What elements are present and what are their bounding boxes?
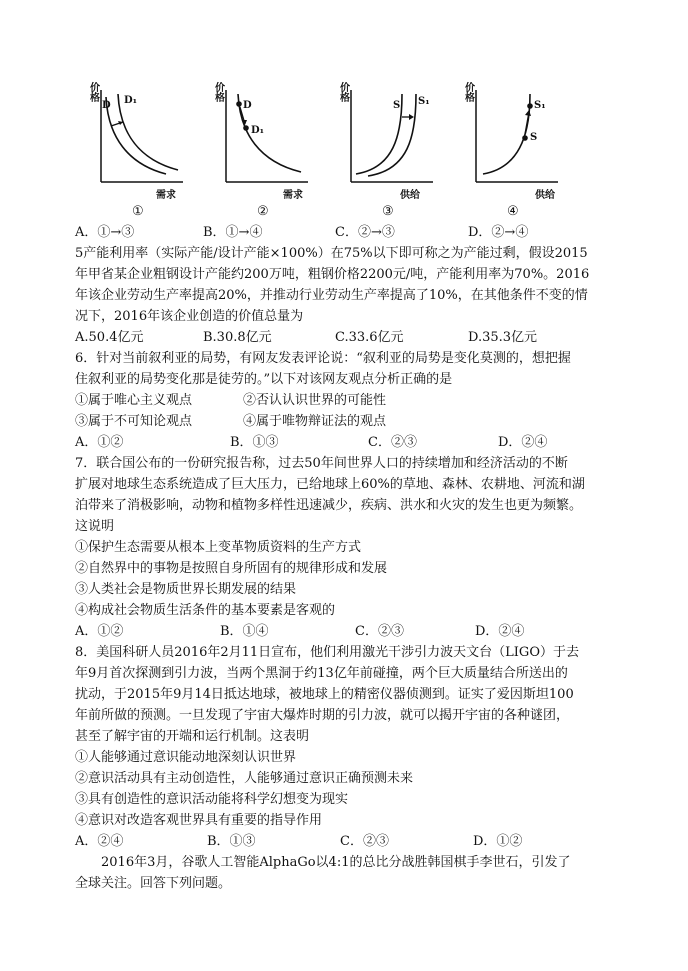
chart-2	[213, 82, 313, 222]
move-arrow-icon	[525, 110, 531, 116]
q6-line: 6．针对当前叙利亚的局势，有网友发表评论说：“叙利亚的局势是变化莫测的，想把握	[75, 351, 571, 366]
q8-option-c: C．②③	[340, 834, 389, 849]
curve-label-s1: S₁	[534, 100, 546, 111]
q6-line: 住叙利亚的局势变化那是徒劳的。”以下对该网友观点分析正确的是	[75, 372, 453, 387]
q7-line: 泊带来了消极影响，动物和植物多样性迅速减少，疾病、洪水和火灾的发生也更为频繁。	[75, 498, 583, 513]
q7-option-c: C．②③	[355, 624, 404, 639]
passage-line: 2016年3月，谷歌人工智能AlphaGo以4:1的总比分战胜韩国棋手李世石，引发了	[101, 855, 571, 870]
chart-number: ③	[382, 204, 394, 219]
chart-number: ④	[507, 204, 519, 219]
supply-demand-charts	[88, 82, 588, 222]
passage-line: 全球关注。回答下列问题。	[75, 876, 232, 891]
question-text	[75, 222, 620, 894]
q6-item: ③属于不可知论观点	[75, 414, 193, 429]
point-s	[522, 135, 528, 141]
q6-option-c: C．②③	[368, 435, 417, 450]
q5-line: 年该企业劳动生产率提高20%，并推动行业劳动生产率提高了10%，在其他条件不变的情	[75, 288, 588, 303]
q7-item: ②自然界中的事物是按照自身所固有的规律形成和发展	[75, 561, 388, 576]
q8-item: ③具有创造性的意识活动能将科学幻想变为现实	[75, 792, 349, 807]
chart-1	[88, 82, 188, 222]
q7-option-d: D．②④	[475, 624, 525, 639]
q7-item: ①保护生态需要从根本上变革物质资料的生产方式	[75, 540, 362, 555]
q4-option-a: A．①→③	[75, 225, 135, 240]
curve-label-d1: D₁	[251, 125, 265, 136]
q8-line: 扰动，于2015年9月14日抵达地球，被地球上的精密仪器侦测到。证实了爱因斯坦100	[75, 687, 574, 702]
q4-options	[75, 222, 620, 243]
point-d	[236, 101, 242, 107]
q7-line: 7．联合国公布的一份研究报告称，过去50年间世界人口的持续增加和经济活动的不断	[75, 456, 568, 471]
supply-curve-s1	[368, 94, 416, 176]
q7-item: ③人类社会是物质世界长期发展的结果	[75, 582, 297, 597]
y-axis-label: 价格	[465, 83, 475, 104]
y-axis-label: 价格	[340, 83, 350, 104]
q5-option-c: C.33.6亿元	[335, 330, 404, 345]
chart-4-plot	[463, 82, 563, 202]
q6-item: ①属于唯心主义观点	[75, 393, 193, 408]
q8-options	[75, 831, 620, 852]
y-axis-label: 价格	[90, 83, 100, 104]
q6-item: ④属于唯物辩证法的观点	[243, 414, 387, 429]
q8-option-b: B．①③	[207, 834, 256, 849]
q7-item: ④构成社会物质生活条件的基本要素是客观的	[75, 603, 336, 618]
q5-line: 况下，2016年该企业创造的价值总量为	[75, 309, 304, 324]
q5-line: 年甲省某企业粗钢设计产能约200万吨，粗钢价格2200元/吨，产能利用率为70%。2016	[75, 267, 590, 282]
q7-line: 这说明	[75, 519, 115, 534]
shift-arrow-icon	[409, 114, 414, 120]
q7-option-a: A．①②	[75, 624, 124, 639]
q7-line: 扩展对地球生态系统造成了巨大压力，已给地球上60%的草地、森林、农耕地、河流和湖	[75, 477, 585, 492]
chart-number: ①	[132, 204, 144, 219]
q6-options	[75, 432, 620, 453]
q8-option-a: A．②④	[75, 834, 124, 849]
chart-2-plot	[213, 82, 313, 202]
q8-line: 8．美国科研人员2016年2月11日宣布，他们利用激光干涉引力波天文台（LIGO）于去	[75, 645, 579, 660]
curve-label-s: S	[530, 132, 538, 143]
q8-line: 年前所做的预测。一旦发现了宇宙大爆炸时期的引力波，就可以揭开宇宙的各种谜团，	[75, 708, 570, 723]
chart-3	[338, 82, 438, 222]
point-d1	[243, 125, 249, 131]
q5-option-a: A.50.4亿元	[75, 330, 144, 345]
q6-option-d: D．②④	[498, 435, 548, 450]
q6-items-row	[75, 390, 620, 411]
chart-4	[463, 82, 563, 222]
chart-number: ②	[257, 204, 269, 219]
q5-option-d: D.35.3亿元	[468, 330, 538, 345]
x-axis-label: 需求	[156, 190, 176, 201]
q8-item: ②意识活动具有主动创造性，人能够通过意识正确预测未来	[75, 771, 414, 786]
curve-label-d: D	[102, 100, 111, 111]
supply-curve	[483, 94, 530, 174]
q4-option-c: C．②→③	[335, 225, 395, 240]
curve-label-s1: S₁	[418, 96, 430, 107]
x-axis-label: 供给	[535, 190, 555, 201]
q5-options	[75, 327, 620, 348]
q6-option-a: A．①②	[75, 435, 124, 450]
q6-item: ②否认认识世界的可能性	[243, 393, 387, 408]
q8-line: 年9月首次探测到引力波，当两个黑洞于约13亿年前碰撞，两个巨大质量结合所送出的	[75, 666, 568, 681]
curve-label-d: D	[243, 100, 252, 111]
q8-option-d: D．①②	[473, 834, 523, 849]
q4-option-b: B．①→④	[203, 225, 263, 240]
y-axis-label: 价格	[215, 83, 225, 104]
curve-label-s: S	[393, 100, 401, 111]
point-s1	[527, 103, 533, 109]
q5-option-b: B.30.8亿元	[203, 330, 272, 345]
q7-options	[75, 621, 620, 642]
q7-option-b: B．①④	[220, 624, 269, 639]
q5-line: 5产能利用率（实际产能/设计产能×100%）在75%以下即可称之为产能过剩，假设2015	[75, 246, 588, 261]
x-axis-label: 需求	[283, 190, 303, 201]
q8-item: ①人能够通过意识能动地深刻认识世界	[75, 750, 297, 765]
q6-option-b: B．①③	[230, 435, 279, 450]
curve-label-d1: D₁	[124, 95, 138, 106]
x-axis-label: 供给	[400, 190, 420, 201]
q4-option-d: D．②→④	[468, 225, 529, 240]
q8-item: ④意识对改造客观世界具有重要的指导作用	[75, 813, 323, 828]
q8-line: 甚至了解宇宙的开端和运行机制。这表明	[75, 729, 310, 744]
q6-items-row	[75, 411, 620, 432]
